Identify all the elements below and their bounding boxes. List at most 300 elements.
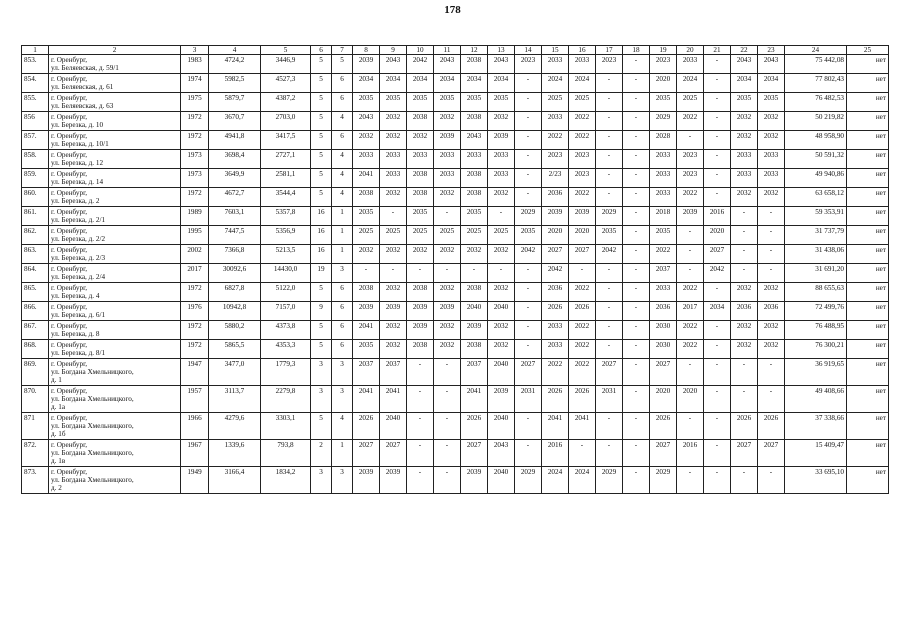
value-cell: 2032 — [488, 188, 515, 207]
value-cell: 2041 — [380, 386, 407, 413]
value-cell: 2024 — [677, 74, 704, 93]
cost-cell: 49 940,86 — [785, 169, 847, 188]
value-cell: 2022 — [569, 188, 596, 207]
value-cell: 2032 — [731, 131, 758, 150]
value-cell: 2034 — [380, 74, 407, 93]
value-cell: - — [704, 93, 731, 112]
row-number-cell: 863. — [22, 245, 49, 264]
value-cell: - — [407, 359, 434, 386]
value-cell: 2033 — [650, 150, 677, 169]
status-cell: нет — [847, 340, 889, 359]
value-cell: 2039 — [542, 207, 569, 226]
value-cell: 2024 — [569, 467, 596, 494]
value-cell: 2022 — [650, 245, 677, 264]
value-cell: - — [488, 207, 515, 226]
value-cell: 1779,3 — [261, 359, 311, 386]
value-cell: 2033 — [650, 283, 677, 302]
value-cell: 2032 — [758, 112, 785, 131]
cost-cell: 36 919,65 — [785, 359, 847, 386]
value-cell: 2 — [311, 440, 332, 467]
value-cell: - — [623, 340, 650, 359]
value-cell: - — [704, 169, 731, 188]
row-number-cell: 862. — [22, 226, 49, 245]
value-cell: 2022 — [677, 283, 704, 302]
value-cell: 2033 — [677, 55, 704, 74]
value-cell: 2037 — [461, 359, 488, 386]
value-cell: 2024 — [542, 74, 569, 93]
value-cell: 5879,7 — [209, 93, 261, 112]
cost-cell: 50 219,82 — [785, 112, 847, 131]
table-row — [22, 359, 889, 386]
value-cell: 2035 — [650, 226, 677, 245]
value-cell: 5213,5 — [261, 245, 311, 264]
value-cell: 2034 — [461, 74, 488, 93]
value-cell: 2039 — [353, 467, 380, 494]
value-cell: 16 — [311, 226, 332, 245]
value-cell: 2040 — [488, 359, 515, 386]
value-cell: 2027 — [758, 440, 785, 467]
value-cell: 5 — [311, 55, 332, 74]
cost-cell: 37 338,66 — [785, 413, 847, 440]
value-cell: - — [515, 302, 542, 321]
table-row — [22, 207, 889, 226]
value-cell: - — [677, 245, 704, 264]
column-header-cell: 13 — [488, 46, 515, 55]
value-cell: - — [353, 264, 380, 283]
value-cell: - — [623, 74, 650, 93]
value-cell: 5 — [311, 131, 332, 150]
value-cell: 2034 — [407, 74, 434, 93]
value-cell: 30092,6 — [209, 264, 261, 283]
value-cell: 2032 — [488, 321, 515, 340]
value-cell: - — [623, 188, 650, 207]
value-cell: 2040 — [380, 413, 407, 440]
value-cell: 5 — [332, 55, 353, 74]
value-cell: 2026 — [542, 302, 569, 321]
housing-register-table — [21, 45, 889, 494]
value-cell: 4373,8 — [261, 321, 311, 340]
value-cell: - — [623, 226, 650, 245]
value-cell: 5865,5 — [209, 340, 261, 359]
value-cell: 2033 — [542, 112, 569, 131]
value-cell: 2034 — [758, 74, 785, 93]
table-row — [22, 340, 889, 359]
status-cell: нет — [847, 112, 889, 131]
value-cell: 2016 — [542, 440, 569, 467]
address-cell: г. Оренбург, ул. Богдана Хмельницкого, д. 1в — [49, 440, 181, 467]
value-cell: - — [380, 264, 407, 283]
value-cell: - — [569, 264, 596, 283]
value-cell: 2028 — [650, 131, 677, 150]
table-row — [22, 283, 889, 302]
value-cell: 2032 — [731, 283, 758, 302]
value-cell: 2034 — [434, 74, 461, 93]
value-cell: 2043 — [488, 55, 515, 74]
value-cell: 2035 — [353, 207, 380, 226]
value-cell: 5122,0 — [261, 283, 311, 302]
address-cell: г. Оренбург, ул. Березка, д. 10 — [49, 112, 181, 131]
status-cell: нет — [847, 131, 889, 150]
status-cell: нет — [847, 413, 889, 440]
value-cell: 2023 — [515, 55, 542, 74]
row-number-cell: 860. — [22, 188, 49, 207]
value-cell: 2022 — [677, 340, 704, 359]
value-cell: 2279,8 — [261, 386, 311, 413]
address-cell: г. Оренбург, ул. Березка, д. 8/1 — [49, 340, 181, 359]
cost-cell: 63 658,12 — [785, 188, 847, 207]
value-cell: 2025 — [434, 226, 461, 245]
value-cell: 2023 — [677, 169, 704, 188]
value-cell: - — [677, 413, 704, 440]
value-cell: 1 — [332, 207, 353, 226]
value-cell: 2023 — [677, 150, 704, 169]
cost-cell: 15 409,47 — [785, 440, 847, 467]
value-cell: 2030 — [650, 340, 677, 359]
value-cell: 2039 — [461, 321, 488, 340]
value-cell: 3 — [332, 359, 353, 386]
column-header-cell: 16 — [569, 46, 596, 55]
value-cell: 2032 — [434, 112, 461, 131]
value-cell: 3166,4 — [209, 467, 261, 494]
value-cell: 2038 — [353, 188, 380, 207]
row-number-cell: 873. — [22, 467, 49, 494]
value-cell: 2022 — [677, 321, 704, 340]
page-number: 178 — [444, 4, 461, 16]
cost-cell: 31 438,06 — [785, 245, 847, 264]
value-cell: 2026 — [731, 413, 758, 440]
value-cell: 2025 — [380, 226, 407, 245]
value-cell: 2035 — [461, 93, 488, 112]
value-cell: 2038 — [407, 340, 434, 359]
value-cell: 1957 — [181, 386, 209, 413]
value-cell: 5 — [311, 74, 332, 93]
value-cell: - — [731, 245, 758, 264]
value-cell: 1972 — [181, 188, 209, 207]
value-cell: 1947 — [181, 359, 209, 386]
value-cell: 2032 — [380, 283, 407, 302]
value-cell: 16 — [311, 245, 332, 264]
value-cell: - — [434, 207, 461, 226]
value-cell: 2035 — [353, 93, 380, 112]
value-cell: 2035 — [596, 226, 623, 245]
column-header-cell: 6 — [311, 46, 332, 55]
value-cell: 4 — [332, 169, 353, 188]
value-cell: 2027 — [569, 245, 596, 264]
value-cell: 2032 — [380, 321, 407, 340]
row-number-cell: 866. — [22, 302, 49, 321]
value-cell: 1 — [332, 226, 353, 245]
cost-cell: 77 802,43 — [785, 74, 847, 93]
value-cell: 1989 — [181, 207, 209, 226]
value-cell: - — [434, 467, 461, 494]
value-cell: - — [704, 188, 731, 207]
value-cell: - — [704, 321, 731, 340]
value-cell: - — [407, 386, 434, 413]
value-cell: - — [515, 413, 542, 440]
value-cell: - — [623, 112, 650, 131]
value-cell: - — [596, 93, 623, 112]
value-cell: - — [596, 74, 623, 93]
value-cell: 1 — [332, 245, 353, 264]
status-cell: нет — [847, 467, 889, 494]
table-row — [22, 413, 889, 440]
status-cell: нет — [847, 264, 889, 283]
value-cell: - — [434, 440, 461, 467]
table-row — [22, 440, 889, 467]
value-cell: 5 — [311, 169, 332, 188]
column-header-cell: 10 — [407, 46, 434, 55]
column-number-header — [22, 46, 889, 55]
table-row — [22, 226, 889, 245]
value-cell: 2036 — [650, 302, 677, 321]
value-cell: 2023 — [650, 55, 677, 74]
value-cell: 2042 — [596, 245, 623, 264]
value-cell: 2043 — [758, 55, 785, 74]
table-row — [22, 386, 889, 413]
value-cell: 2033 — [434, 150, 461, 169]
value-cell: 6 — [332, 131, 353, 150]
status-cell: нет — [847, 440, 889, 467]
value-cell: 5 — [311, 413, 332, 440]
value-cell: 2041 — [569, 413, 596, 440]
value-cell: 2027 — [353, 440, 380, 467]
value-cell: 2032 — [758, 131, 785, 150]
value-cell: 2036 — [542, 188, 569, 207]
address-cell: г. Оренбург, ул. Беляевская, д. 59/1 — [49, 55, 181, 74]
address-cell: г. Оренбург, ул. Березка, д. 6/1 — [49, 302, 181, 321]
value-cell: 3670,7 — [209, 112, 261, 131]
value-cell: 2035 — [380, 93, 407, 112]
value-cell: 4 — [332, 150, 353, 169]
value-cell: 2025 — [542, 93, 569, 112]
value-cell: 2026 — [569, 386, 596, 413]
value-cell: 2025 — [407, 226, 434, 245]
value-cell: - — [596, 131, 623, 150]
value-cell: 2022 — [677, 112, 704, 131]
value-cell: 2039 — [353, 55, 380, 74]
value-cell: 2031 — [596, 386, 623, 413]
value-cell: 2037 — [353, 359, 380, 386]
value-cell: 2025 — [569, 93, 596, 112]
value-cell: 1975 — [181, 93, 209, 112]
value-cell: - — [596, 169, 623, 188]
value-cell: 2/23 — [542, 169, 569, 188]
value-cell: 2032 — [407, 245, 434, 264]
value-cell: 2043 — [353, 112, 380, 131]
value-cell: 5982,5 — [209, 74, 261, 93]
value-cell: - — [677, 359, 704, 386]
value-cell: 2031 — [515, 386, 542, 413]
value-cell: 1 — [332, 440, 353, 467]
address-cell: г. Оренбург, ул. Березка, д. 12 — [49, 150, 181, 169]
column-header-cell: 15 — [542, 46, 569, 55]
value-cell: 2032 — [758, 340, 785, 359]
value-cell: 1972 — [181, 340, 209, 359]
value-cell: 2039 — [434, 131, 461, 150]
value-cell: 2032 — [380, 112, 407, 131]
table-row — [22, 264, 889, 283]
column-header-cell: 4 — [209, 46, 261, 55]
value-cell: - — [515, 340, 542, 359]
value-cell: 1972 — [181, 131, 209, 150]
value-cell: - — [515, 150, 542, 169]
column-header-cell: 19 — [650, 46, 677, 55]
value-cell: - — [704, 467, 731, 494]
value-cell: 2032 — [380, 131, 407, 150]
cost-cell: 49 408,66 — [785, 386, 847, 413]
value-cell: 2042 — [542, 264, 569, 283]
value-cell: 2041 — [353, 321, 380, 340]
value-cell: 2703,0 — [261, 112, 311, 131]
value-cell: 3 — [311, 467, 332, 494]
value-cell: - — [704, 55, 731, 74]
value-cell: 2023 — [596, 55, 623, 74]
value-cell: - — [515, 188, 542, 207]
address-cell: г. Оренбург, ул. Беляевская, д. 61 — [49, 74, 181, 93]
value-cell: - — [731, 207, 758, 226]
value-cell: 2038 — [407, 188, 434, 207]
value-cell: 1339,6 — [209, 440, 261, 467]
row-number-cell: 857. — [22, 131, 49, 150]
value-cell: 1995 — [181, 226, 209, 245]
value-cell: 2037 — [380, 359, 407, 386]
value-cell: 2036 — [758, 302, 785, 321]
value-cell: 2030 — [650, 321, 677, 340]
value-cell: 2016 — [677, 440, 704, 467]
value-cell: 2035 — [407, 93, 434, 112]
value-cell: 2041 — [353, 169, 380, 188]
value-cell: 5 — [311, 112, 332, 131]
value-cell: 5 — [311, 321, 332, 340]
value-cell: 2032 — [434, 340, 461, 359]
column-header-cell: 25 — [847, 46, 889, 55]
value-cell: 2034 — [488, 74, 515, 93]
value-cell: 2038 — [407, 112, 434, 131]
column-header-cell: 11 — [434, 46, 461, 55]
address-cell: г. Оренбург, ул. Березка, д. 8 — [49, 321, 181, 340]
value-cell: 3 — [332, 386, 353, 413]
value-cell: - — [731, 359, 758, 386]
value-cell: 2027 — [731, 440, 758, 467]
value-cell: 2037 — [650, 264, 677, 283]
value-cell: - — [380, 207, 407, 226]
value-cell: - — [623, 302, 650, 321]
value-cell: 2027 — [650, 440, 677, 467]
value-cell: 3649,9 — [209, 169, 261, 188]
value-cell: 2020 — [677, 386, 704, 413]
value-cell: - — [758, 386, 785, 413]
value-cell: 2039 — [677, 207, 704, 226]
table-row — [22, 245, 889, 264]
value-cell: - — [623, 131, 650, 150]
value-cell: - — [623, 264, 650, 283]
address-cell: г. Оренбург, ул. Березка, д. 4 — [49, 283, 181, 302]
table-row — [22, 55, 889, 74]
value-cell: 2040 — [461, 302, 488, 321]
column-header-cell: 8 — [353, 46, 380, 55]
table-row — [22, 467, 889, 494]
value-cell: 2039 — [569, 207, 596, 226]
column-header-cell: 20 — [677, 46, 704, 55]
value-cell: 2041 — [542, 413, 569, 440]
address-cell: г. Оренбург, ул. Березка, д. 2/4 — [49, 264, 181, 283]
table-row — [22, 302, 889, 321]
cost-cell: 75 442,08 — [785, 55, 847, 74]
value-cell: - — [623, 467, 650, 494]
value-cell: 5357,8 — [261, 207, 311, 226]
status-cell: нет — [847, 207, 889, 226]
value-cell: 2002 — [181, 245, 209, 264]
value-cell: 5 — [311, 188, 332, 207]
value-cell: - — [488, 264, 515, 283]
value-cell: - — [461, 264, 488, 283]
value-cell: 4279,6 — [209, 413, 261, 440]
value-cell: 1973 — [181, 150, 209, 169]
value-cell: - — [758, 207, 785, 226]
column-header-cell: 1 — [22, 46, 49, 55]
value-cell: 2038 — [407, 283, 434, 302]
value-cell: 2029 — [515, 207, 542, 226]
value-cell: - — [596, 150, 623, 169]
value-cell: 2039 — [434, 302, 461, 321]
value-cell: 1972 — [181, 321, 209, 340]
value-cell: - — [515, 112, 542, 131]
value-cell: 2023 — [542, 150, 569, 169]
value-cell: 2023 — [569, 150, 596, 169]
value-cell: 2016 — [704, 207, 731, 226]
value-cell: 2027 — [596, 359, 623, 386]
value-cell: 2032 — [434, 321, 461, 340]
value-cell: 2025 — [353, 226, 380, 245]
status-cell: нет — [847, 359, 889, 386]
value-cell: - — [515, 93, 542, 112]
value-cell: 2032 — [488, 112, 515, 131]
value-cell: 3 — [311, 359, 332, 386]
value-cell: 2041 — [353, 386, 380, 413]
value-cell: 7603,1 — [209, 207, 261, 226]
value-cell: 2034 — [731, 74, 758, 93]
value-cell: 2026 — [542, 386, 569, 413]
value-cell: - — [434, 359, 461, 386]
value-cell: 2027 — [380, 440, 407, 467]
value-cell: 2040 — [488, 413, 515, 440]
value-cell: 793,8 — [261, 440, 311, 467]
cost-cell: 76 488,95 — [785, 321, 847, 340]
value-cell: 2020 — [650, 386, 677, 413]
value-cell: 1983 — [181, 55, 209, 74]
value-cell: - — [623, 55, 650, 74]
value-cell: - — [758, 467, 785, 494]
value-cell: 2033 — [731, 150, 758, 169]
value-cell: 2038 — [461, 283, 488, 302]
table-row — [22, 321, 889, 340]
value-cell: 3303,1 — [261, 413, 311, 440]
row-number-cell: 858. — [22, 150, 49, 169]
value-cell: 6 — [332, 93, 353, 112]
value-cell: 2032 — [758, 283, 785, 302]
value-cell: 2033 — [407, 150, 434, 169]
value-cell: - — [704, 413, 731, 440]
value-cell: - — [623, 245, 650, 264]
value-cell: - — [731, 264, 758, 283]
value-cell: - — [623, 169, 650, 188]
value-cell: 10942,8 — [209, 302, 261, 321]
value-cell: 2029 — [650, 467, 677, 494]
column-header-cell: 21 — [704, 46, 731, 55]
value-cell: 2025 — [461, 226, 488, 245]
table-row — [22, 74, 889, 93]
value-cell: 9 — [311, 302, 332, 321]
